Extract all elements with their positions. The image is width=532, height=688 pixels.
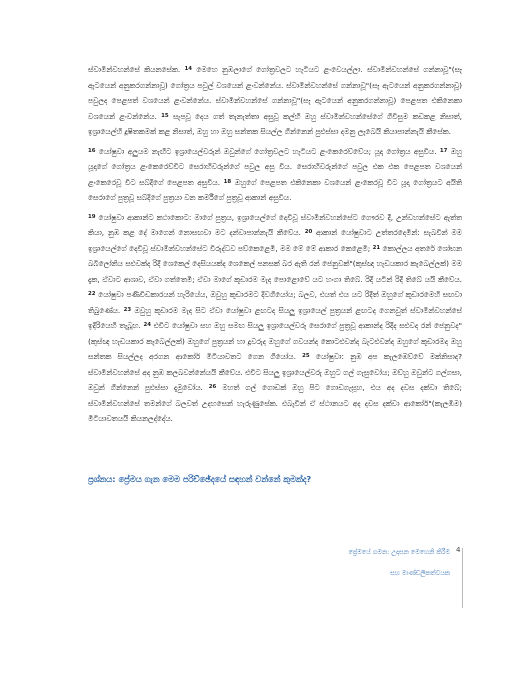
verse-text: ඔහුගේ පෙළපත එකිනෙකා වශයෙන් ළංකෙරවූ විට යූදා ගෝත්‍රයට අයිති සෙරාගේ පුත්‍රවූ සබ්දිගේ පුත්‍රයා වන කර්මීගේ පුත්‍රවූ ආකාන් අසුවිය.: [88, 177, 462, 202]
verse-text: මෙහෙ නුඹලාගේ ගෝත්‍රවලට හැටියට ළංවෙයල්ලා. ස්වාමීන්වහන්සේ ගන්නාවූ"(සෑ ඇටයෙන් අනුකරගන්නාවූ) ගෝත්‍රය පවුල් වශයෙන් ළංවන්නේය. ස්වාමීන්වහන්සේ ගන්නාවූ"(සෑ ඇටයෙන් අනුකරගන්නාවූ) පවුලද පෙළපත් වශයෙන් ළංවන්නේය. ස්වාමීන්වහන්සේ ගන්නාවූ"(සෑ ඇටයෙන් අනුකරගන්නාවූ) පෙළපත එකිනෙකා වශයෙන් ළංවන්නේය.: [88, 65, 462, 121]
page-number: 4: [456, 546, 461, 554]
scripture-text: [88, 62, 462, 427]
verse-text: යෝෂුවා ආකාන්ට කථාකොට: මාගේ පුත්‍රය, ඉශ්‍රායෙල්ගේ දෙවිවූ ස්වාමීන්වහන්සේට ගෞරව දී, උන්වහන්සේට ඇත්ත කියා, නුඹ කළ දේ මාගෙන් නොසඟවා මට දන්වාපාන්නැයි කීවේය.: [88, 212, 462, 237]
verse-text: යෝෂුවා: නුඹ අප කැලඹෙව්වේ මක්නිසාද? ස්වාමීන්වහන්සේ අද නුඹ කලබවන්නේයයි කීවේය. එවිට සියලු ඉශ්‍රායෙල්වරු ඔහුට ගල් ගැසුවෝය; ඔව්හු ඔවුන්ට ගල්ගසා, ඔවුන් ගින්නෙන් පුළුස්සා දැමුවෝය.: [88, 352, 462, 392]
paragraph: [88, 210, 462, 427]
verse-text: යෝෂුවා පණිවිඩකාරයන් හැරියේය, ඔවුහු කූඩාරමට දිවගියෝය; බලව, එයත් එය යට රිදීත් ඔහුගේ කූඩාරමෙහි සඟවා තිබුණේය.: [88, 290, 462, 315]
question-text: ප්‍රශ්නය: ප්‍රේමය ගැන මෙම පරිච්ඡේදයේ සඳහන් වන්නේ කුමක්ද?: [88, 474, 312, 484]
verse-text: යෝෂුවා අලුයම නැඟිට ඉශ්‍රායෙල්වරුන් ඔවුන්ගේ ගෝත්‍රවලට හැටියට ළංකෙරෙව්වේය; යූදා ගෝත්‍රය අසුවිය.: [95, 146, 440, 156]
verse-text: කොල්ලය අතරේ ශෝභන බබිලෝනිය සළුවක්ද රිදී ශෙකෙල් දෙසියයක්ද ශෙකෙල් පනසක් බර ඇති රන් ජෙනුවක්"(කුස්ඥ හැඩයකාර කැබෙල්ලක්) මම දැක, ඒවාට ආශාව, ඒවා ගත්තෙමි; ඒවා මාගේ කූඩාරම මැද පොළොවේ යට හංගා තිබේ. රිදී යටින් රිදී තිබේ යයි කීවේය.: [88, 243, 462, 284]
verse-number: 22: [88, 291, 96, 297]
footer-divider: [462, 548, 463, 608]
verse-number: 14: [184, 66, 193, 72]
paragraph: [88, 144, 462, 206]
verse-text: ආකාන් යෝෂුවාට උත්තරදෙමින්: සැබවින් මම ඉශ්‍රායෙල්ගේ දෙවිවූ ස්වාමීන්වහන්සේට විරුද්ධව පව්කෙළෙමි, මම මේ මේ ආකාර කෙළෙමි;: [88, 228, 462, 253]
verse-number: 17: [439, 147, 448, 154]
verse-number: 24: [143, 322, 151, 328]
verse-number: 19: [88, 213, 96, 220]
verse-text: සැපවූ දෙය ගත් තැනැත්තා අසුවූ කල්හි ඔහු ස්වාමීන්වහන්සේගේ ගිවිසුම කඩකළ නිසාත්, ඉශ්‍රායෙල්හි දූෂිතකමක් කළ නිසාත්, ඔහු හා ඔහු සන්තක සියල්ල ගින්නෙන් පුළුස්සා දමනු ලැබෙයි කියාපාන්නැයි කීසේක.: [88, 111, 462, 136]
verse-number: 25: [302, 353, 310, 359]
verse-number: 26: [208, 384, 217, 390]
verse-number: 15: [161, 112, 169, 119]
verse-text: ස්වාමීන්වහන්සේ කියනසේක.: [88, 65, 185, 74]
verse-number: 18: [223, 178, 232, 185]
paragraph: [88, 62, 462, 140]
verse-text: ඔවුහු කූඩාරම මැද සිට ඒවා යෝෂුවා ළඟටද සියලු ඉශ්‍රායෙල් පුත්‍රයන් ළඟටද ගෙනවුත් ස්වාමීන්වහන්සේ ඉදිරියෙහි තැබූහ.: [88, 305, 462, 330]
verse-number: 23: [123, 306, 132, 313]
verse-text: ඔහු යූදාගේ ගෝත්‍රය ළංකෙරෙව්විට සෙරාහිවරුන්ගේ පවුල අසු විය. සෙරාහිවරුන්ගේ පවුල එක එක පෙළපත වශයෙන් ළංකෙරෙවූ විට සබ්දිගේ පෙළපත අසුවිය.: [88, 146, 462, 187]
footer-title: ප්‍රේමයේ ගමන: උදාසන මෙහෙනි කිරීම: [348, 548, 450, 556]
verse-number: 21: [372, 244, 381, 251]
verse-number: 16: [88, 147, 96, 154]
verse-text: මහත් ගල් ගොඩක් ඔහු පිට ගොඩගැසූහ, එය අද දවස දක්වා තිබේ; ස්වාමීන්වහන්සේ තමන්ගේ බලවත් උදහසෙන් හැරුණුසේක. එබැවින් ඒ ස්ථානයට අද දවස දක්වා ආකෝර්"(කැලඹීම) මිටියාවතයයි කියනලද්දේය.: [88, 383, 462, 423]
footer-subtitle: සහ මාණ්ඩලිකත්වයක: [390, 569, 450, 577]
verse-number: 20: [304, 229, 313, 235]
verse-text: එවිට යෝෂුවා සහ ඔහු සමඟ සියලු ඉශ්‍රායෙල්වරු සෙරාගේ පුත්‍රවූ ආකාන්ද රිදීද සළුවද රන් ජෙනුවද"(කුස්ඥ හැඩයකාර කැබෙල්ලක්) ඔහුගේ පුත්‍රයන් හා දූවරුද ඔහුගේ ගවයන්ද කොටළුවන්ද බැටළුවන්ද ඔහුගේ කූඩාරමද ඔහු සන්තක සියල්ලද අරගන ආකෝර් මිටියාවතට ගෙන ගියෝය.: [88, 321, 462, 361]
